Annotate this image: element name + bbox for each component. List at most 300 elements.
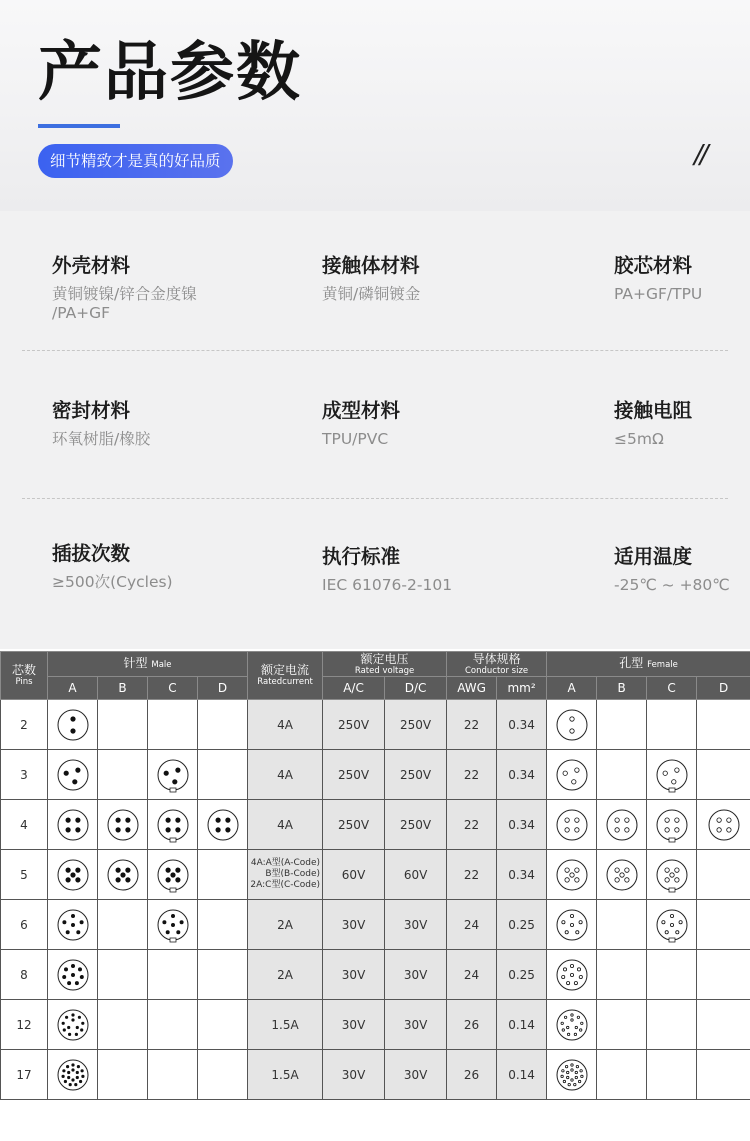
female-pinout-diagram [651,754,693,796]
cell-female-a-pinout [547,1000,597,1050]
cell-male-b-pinout [98,1050,148,1100]
cell-male-c-pinout [148,1000,198,1050]
contact-pin [71,1013,73,1015]
male-pinout-diagram [52,854,94,896]
contact-pin [564,877,568,881]
cell-male-d-pinout [198,900,248,950]
contact-pin [664,827,668,831]
contact-pin [577,967,580,970]
cell-awg: 26 [447,1050,497,1100]
param-seal-material [52,398,150,449]
contact-pin [215,827,219,831]
cell-male-d-pinout [198,1050,248,1100]
cell-female-a-pinout [547,950,597,1000]
cell-ac: 250V [323,750,385,800]
param-label: 胶芯材料 [614,254,693,277]
contact-pin [75,877,79,881]
cell-male-b-pinout [98,950,148,1000]
contact-pin [64,967,67,970]
table-row [1,1050,750,1100]
cell-male-c-pinout [148,700,198,750]
coding-key [669,838,675,842]
th-female-c: C [647,677,697,700]
contact-pin [570,1078,572,1080]
contact-pin [579,1028,581,1030]
contact-pin [175,867,179,871]
female-pinout-diagram [551,1004,593,1046]
cell-male-d-pinout [198,1000,248,1050]
contact-pin [76,1026,78,1028]
cell-female-b-pinout [597,900,647,950]
cell-male-c-pinout [148,850,198,900]
cell-male-b-pinout [98,1000,148,1050]
param-label: 外壳材料 [52,254,131,277]
contact-pin [164,771,168,775]
female-pinout-diagram [551,804,593,846]
cell-pins: 8 [1,950,48,1000]
cell-male-c-pinout [148,750,198,800]
table-row [1,900,750,950]
contact-pin [63,1028,65,1030]
contact-pin [564,827,568,831]
contact-pin [75,817,79,821]
contact-pin [574,867,578,871]
contact-pin [215,817,219,821]
divider [22,350,728,351]
contact-pin [619,872,623,876]
contact-pin [75,827,79,831]
param-insert-material [614,253,702,304]
contact-pin [726,817,730,821]
contact-pin [670,923,673,926]
contact-pin [661,920,664,923]
contact-pin [76,1071,78,1073]
cell-male-d-pinout [198,750,248,800]
contact-pin [624,867,628,871]
cell-dc: 30V [385,900,447,950]
contact-pin [175,767,179,771]
contact-pin [71,923,74,926]
contact-pin [574,817,578,821]
cell-current: 4A [248,800,323,850]
cell-female-c-pinout [647,1000,697,1050]
contact-pin [68,1033,70,1035]
cell-male-b-pinout [98,700,148,750]
contact-pin [580,1075,582,1077]
cell-female-a-pinout [547,750,597,800]
cell-mm2: 0.14 [497,1000,547,1050]
cell-female-d-pinout [697,1050,750,1100]
cell-female-d-pinout [697,900,750,950]
contact-pin [580,1022,582,1024]
connector-outline [557,710,587,740]
connector-outline [557,760,587,790]
contact-pin [80,975,83,978]
contact-pin [64,771,68,775]
contact-pin [570,964,573,967]
contact-pin [61,1075,63,1077]
contact-pin [561,1022,563,1024]
contact-pin [80,920,83,923]
contact-pin [569,716,573,720]
contact-pin [579,920,582,923]
param-value: 黄铜镀镍/锌合金度镍 /PA+GF [52,285,197,322]
contact-pin [574,981,577,984]
param-value: ≥500次(Cycles) [52,573,173,591]
cell-male-d-pinout [198,700,248,750]
cell-awg: 22 [447,700,497,750]
contact-pin [566,1071,568,1073]
contact-pin [560,1075,562,1077]
cell-female-b-pinout [597,1000,647,1050]
table-row [1,950,750,1000]
cell-dc: 250V [385,750,447,800]
cell-male-c-pinout [148,900,198,950]
th-pins: 芯数 Pins [1,652,48,700]
male-pinout-diagram [52,1004,94,1046]
cell-current: 4A:A型(A-Code) B型(B-Code) 2A:C型(C-Code) [248,850,323,900]
param-label: 插拔次数 [52,542,131,565]
cell-ac: 30V [323,1000,385,1050]
contact-pin [565,930,568,933]
connector-outline [58,760,88,790]
male-pinout-diagram [52,704,94,746]
contact-pin [573,1083,575,1085]
contact-pin [614,827,618,831]
contact-pin [71,1078,73,1080]
contact-pin [567,1033,569,1035]
cell-pins: 5 [1,850,48,900]
cell-awg: 22 [447,850,497,900]
contact-pin [569,872,573,876]
contact-pin [574,1033,576,1035]
contact-pin [570,1068,572,1070]
contact-pin [574,767,578,771]
contact-pin [563,771,567,775]
th-female-a: A [547,677,597,700]
cell-female-b-pinout [597,700,647,750]
divider [22,498,728,499]
contact-pin [570,973,573,976]
contact-pin [80,1069,82,1071]
contact-pin [71,973,74,976]
contact-pin [669,872,673,876]
contact-pin [62,975,65,978]
contact-pin [64,1080,66,1082]
param-value: IEC 61076-2-101 [322,576,453,594]
contact-pin [568,1083,570,1085]
cell-dc: 250V [385,800,447,850]
contact-pin [574,827,578,831]
contact-pin [575,1076,577,1078]
contact-pin [571,779,575,783]
contact-pin [66,1065,68,1067]
contact-pin [565,1065,567,1067]
contact-pin [570,923,573,926]
cell-dc: 250V [385,700,447,750]
th-female-b: B [597,677,647,700]
cell-current: 4A [248,750,323,800]
cell-current: 2A [248,900,323,950]
cell-pins: 3 [1,750,48,800]
coding-key [170,788,176,792]
contact-pin [67,1026,69,1028]
param-standard [322,544,452,595]
cell-ac: 250V [323,700,385,750]
cell-ac: 30V [323,1050,385,1100]
female-pinout-diagram [551,854,593,896]
contact-pin [65,817,69,821]
th-male-a: A [48,677,98,700]
connector-outline [58,810,88,840]
contact-pin [664,817,668,821]
contact-pin [663,771,667,775]
coding-key [170,888,176,892]
contact-pin [125,817,129,821]
contact-pin [574,877,578,881]
cell-mm2: 0.34 [497,700,547,750]
cell-mm2: 0.14 [497,1050,547,1100]
cell-female-c-pinout [647,750,697,800]
contact-pin [70,872,74,876]
contact-pin [62,1022,64,1024]
table-row [1,850,750,900]
contact-pin [165,867,169,871]
female-pinout-diagram [601,804,643,846]
contact-pin [569,728,573,732]
contact-pin [176,930,179,933]
contact-pin [120,872,124,876]
param-temperature [614,544,730,595]
female-pinout-diagram [551,754,593,796]
connector-outline [657,760,687,790]
contact-pin [72,779,76,783]
coding-key [669,938,675,942]
cell-male-a-pinout [48,900,98,950]
female-pinout-diagram [551,1054,593,1096]
param-label: 接触体材料 [322,254,420,277]
contact-pin [671,779,675,783]
contact-pin [670,914,673,917]
contact-pin [578,1080,580,1082]
cell-male-b-pinout [98,900,148,950]
connector-outline [557,810,587,840]
coding-key [170,938,176,942]
contact-pin [579,975,582,978]
cell-dc: 30V [385,1050,447,1100]
cell-female-b-pinout [597,850,647,900]
cell-male-c-pinout [148,1050,198,1100]
cell-ac: 30V [323,900,385,950]
contact-pin [75,981,78,984]
contact-pin [674,817,678,821]
param-mating-cycles [52,541,173,592]
coding-key [669,888,675,892]
cell-dc: 30V [385,950,447,1000]
male-pinout-diagram [52,904,94,946]
cell-female-a-pinout [547,1050,597,1100]
contact-pin [577,1016,579,1018]
contact-pin [79,1080,81,1082]
male-pinout-diagram [152,904,194,946]
subtitle-badge: 细节精致才是真的好品质 [38,144,233,178]
cell-female-b-pinout [597,950,647,1000]
cell-awg: 22 [447,750,497,800]
contact-pin [65,1016,67,1018]
contact-pin [664,867,668,871]
cell-female-d-pinout [697,700,750,750]
contact-pin [575,1071,577,1073]
cell-current: 1.5A [248,1050,323,1100]
cell-male-b-pinout [98,800,148,850]
coding-key [170,838,176,842]
cell-mm2: 0.25 [497,900,547,950]
female-pinout-diagram [651,904,693,946]
contact-pin [75,767,79,771]
cell-male-a-pinout [48,1000,98,1050]
th-ac: A/C [323,677,385,700]
contact-pin [166,930,169,933]
contact-pin [165,877,169,881]
cell-male-a-pinout [48,750,98,800]
female-pinout-diagram [651,804,693,846]
contact-pin [175,877,179,881]
contact-pin [80,1028,82,1030]
cell-mm2: 0.34 [497,850,547,900]
cell-awg: 26 [447,1000,497,1050]
cell-female-c-pinout [647,1050,697,1100]
contact-pin [614,817,618,821]
contact-pin [225,827,229,831]
param-contact-material [322,253,420,304]
contact-pin [67,1076,69,1078]
th-voltage: 额定电压 Rated voltage [323,652,447,677]
male-pinout-diagram [102,804,144,846]
th-current: 额定电流 Ratedcurrent [248,652,323,700]
param-label: 成型材料 [322,399,401,422]
contact-pin [665,930,668,933]
cell-current: 1.5A [248,1000,323,1050]
contact-pin [172,779,176,783]
contact-pin [125,877,129,881]
connector-outline [108,810,138,840]
contact-pin [125,827,129,831]
params-section [0,211,750,649]
contact-pin [69,1083,71,1085]
title-underline [38,124,120,128]
contact-pin [67,1071,69,1073]
header-banner [0,0,750,211]
contact-pin [71,1018,73,1020]
param-value: PA+GF/TPU [614,285,703,303]
male-pinout-diagram [152,804,194,846]
contact-pin [65,877,69,881]
cell-female-b-pinout [597,800,647,850]
cell-mm2: 0.34 [497,750,547,800]
contact-pin [570,914,573,917]
param-label: 适用温度 [614,545,693,568]
contact-pin [76,1076,78,1078]
contact-pin [564,867,568,871]
coding-key [669,788,675,792]
contact-pin [70,716,74,720]
param-shell-material [52,253,197,323]
th-conductor: 导体规格 Conductor size [447,652,547,677]
th-male-d: D [198,677,248,700]
cell-female-a-pinout [547,900,597,950]
contact-pin [575,930,578,933]
female-pinout-diagram [551,904,593,946]
cell-male-b-pinout [98,850,148,900]
cell-mm2: 0.34 [497,800,547,850]
contact-pin [165,817,169,821]
contact-pin [75,1033,77,1035]
male-pinout-diagram [52,954,94,996]
contact-pin [716,817,720,821]
male-pinout-diagram [202,804,244,846]
contact-pin [614,867,618,871]
contact-pin [125,867,129,871]
param-value: 黄铜/磷铜镀金 [322,285,421,303]
contact-pin [566,1076,568,1078]
male-pinout-diagram [102,854,144,896]
contact-pin [78,967,81,970]
connector-outline [607,810,637,840]
contact-pin [561,1069,563,1071]
th-male-b: B [98,677,148,700]
cell-male-d-pinout [198,850,248,900]
contact-pin [71,914,74,917]
cell-pins: 12 [1,1000,48,1050]
connector-outline [208,810,238,840]
cell-male-a-pinout [48,800,98,850]
contact-pin [561,975,564,978]
cell-pins: 4 [1,800,48,850]
contact-pin [66,930,69,933]
table-row [1,800,750,850]
contact-pin [563,967,566,970]
female-pinout-diagram [703,804,745,846]
contact-pin [171,914,174,917]
param-value: ≤5mΩ [614,430,664,448]
contact-pin [180,920,183,923]
contact-pin [74,1083,76,1085]
page-title: 产品参数 [38,36,302,110]
param-label: 接触电阻 [614,399,693,422]
contact-pin [562,1028,564,1030]
th-female-d: D [697,677,750,700]
contact-pin [78,1016,80,1018]
contact-pin [624,827,628,831]
contact-pin [674,767,678,771]
contact-pin [570,1018,572,1020]
cell-female-d-pinout [697,750,750,800]
contact-pin [75,867,79,871]
cell-female-d-pinout [697,1000,750,1050]
contact-pin [115,867,119,871]
th-mm2: mm² [497,677,547,700]
contact-pin [71,1068,73,1070]
contact-pin [71,964,74,967]
contact-pin [67,981,70,984]
cell-female-d-pinout [697,850,750,900]
th-female: 孔型 Female [547,652,750,677]
contact-pin [65,827,69,831]
male-pinout-diagram [152,754,194,796]
female-pinout-diagram [651,854,693,896]
contact-pin [674,827,678,831]
th-male-c: C [148,677,198,700]
